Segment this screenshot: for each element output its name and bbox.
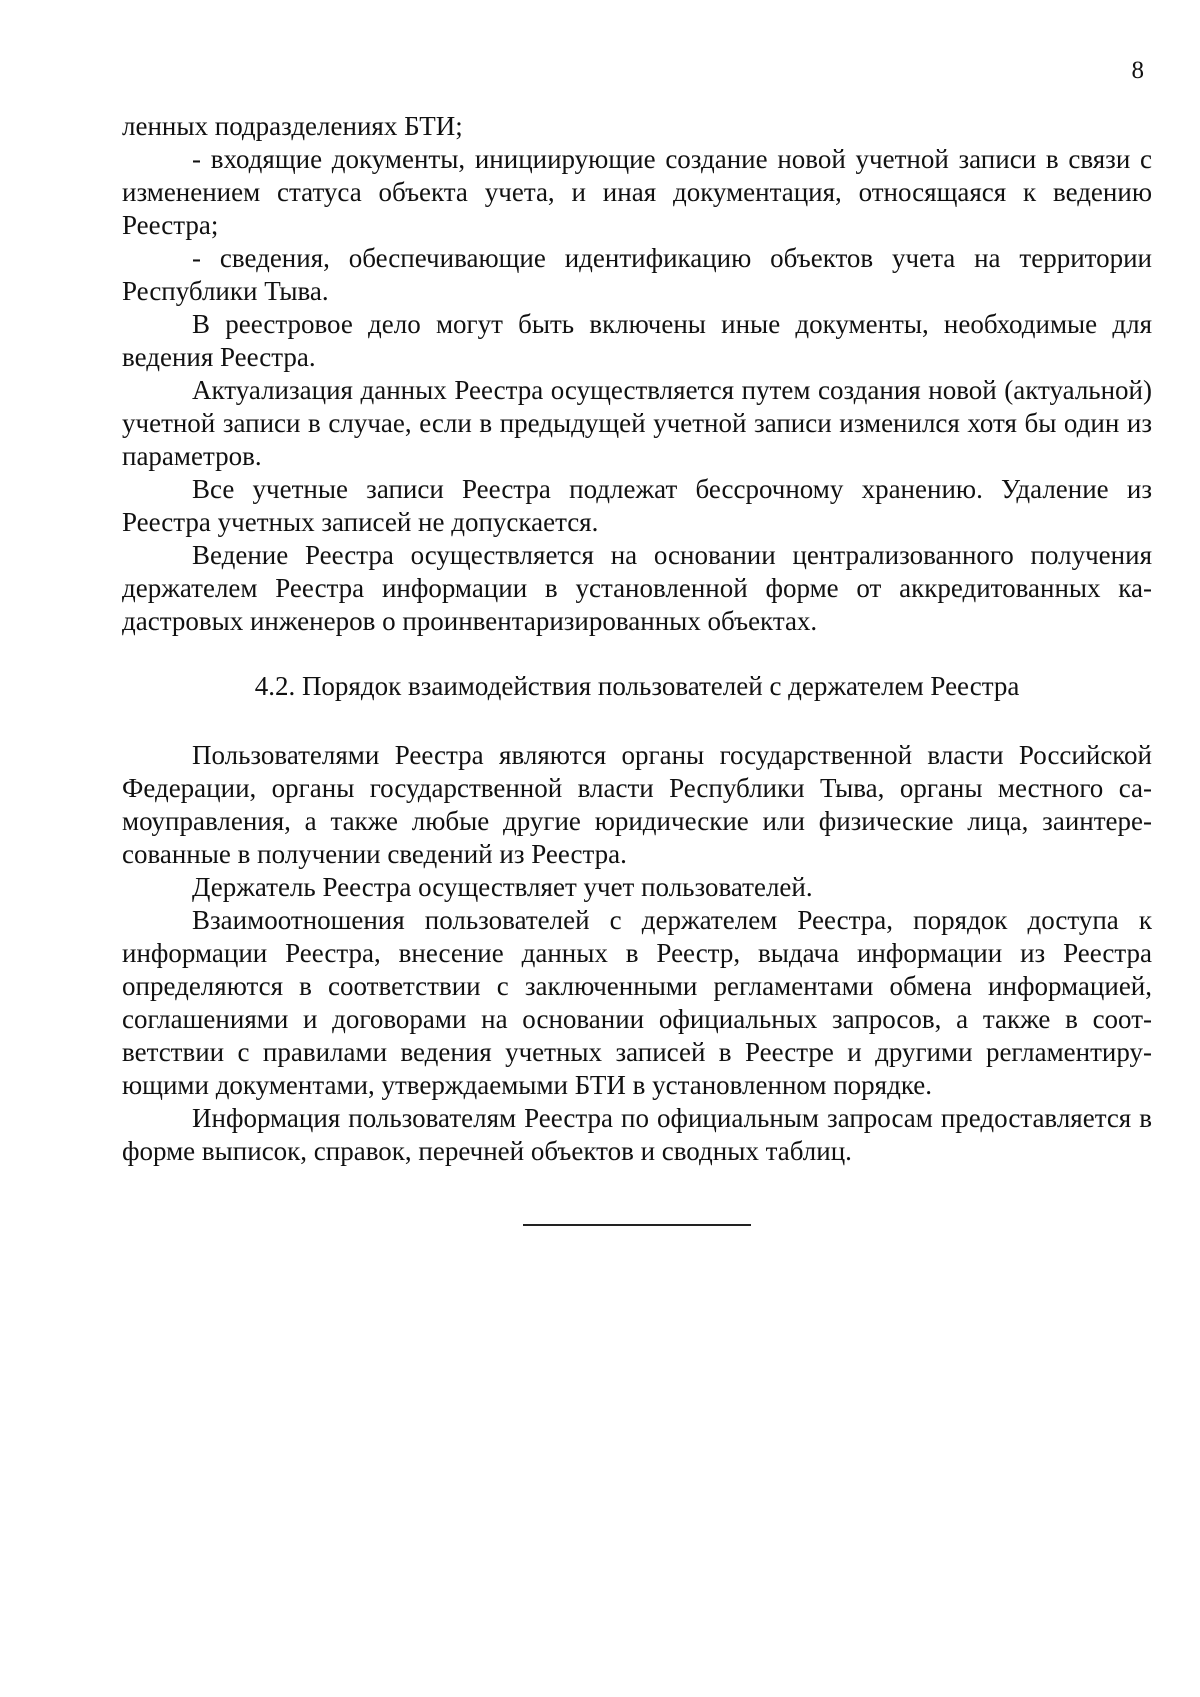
end-divider xyxy=(523,1224,751,1226)
list-item-identification-data: - сведения, обеспечивающие идентификацию объектов учета на территории Республики Тыва. xyxy=(122,243,1152,306)
paragraph-user-relations: Взаимоотношения пользователей с держателем Реестра, порядок доступа к информации Реестра, внесение данных в Реестр, выдача информации из Реестра определяются в соответствии с заключенными регламентами обмена информацией, соглашениями и договорами на основании официальных запросов, а также в соответствии с правилами ведения учетных записей в Реестре и другими регламентирующими документами, утверждаемыми БТИ в установленном порядке. xyxy=(122,905,1152,1100)
paragraph-information-provision: Информация пользователям Реестра по официальным запросам предоставляется в форме выписок, справок, перечней объектов и сводных таблиц. xyxy=(122,1103,1152,1166)
paragraph-continuation: ленных подразделениях БТИ; xyxy=(122,111,463,141)
document-body xyxy=(122,110,1152,1226)
list-item-incoming-documents: - входящие документы, инициирующие создание новой учетной записи в связи с изменением статуса объекта учета, и иная документация, относящаяся к ведению Реестра; xyxy=(122,144,1152,240)
paragraph-user-accounting: Держатель Реестра осуществляет учет пользователей. xyxy=(192,872,813,902)
section-title: 4.2. Порядок взаимодействия пользователей с держателем Реестра xyxy=(254,671,1020,701)
paragraph-registry-maintenance: Ведение Реестра осуществляется на основании централизованного получения держателем Реестра информации в установленной форме от аккредитованных кадастровых инженеров о проинвентаризированных объектах. xyxy=(122,540,1152,636)
paragraph-registry-users: Пользователями Реестра являются органы государственной власти Российской Федерации, органы государственной власти Республики Тыва, органы местного самоуправления, а также любые другие юридические или физические лица, заинтересованные в получении сведений из Реестра. xyxy=(122,740,1152,869)
page-number: 8 xyxy=(1131,57,1144,84)
paragraph-record-storage: Все учетные записи Реестра подлежат бессрочному хранению. Удаление из Реестра учетных записей не допускается. xyxy=(122,474,1152,537)
paragraph-registry-case: В реестровое дело могут быть включены иные документы, необходимые для ведения Реестра. xyxy=(122,309,1152,372)
paragraph-data-actualization: Актуализация данных Реестра осуществляется путем создания новой (актуальной) учетной записи в случае, если в предыдущей учетной записи изменился хотя бы один из параметров. xyxy=(122,375,1152,471)
